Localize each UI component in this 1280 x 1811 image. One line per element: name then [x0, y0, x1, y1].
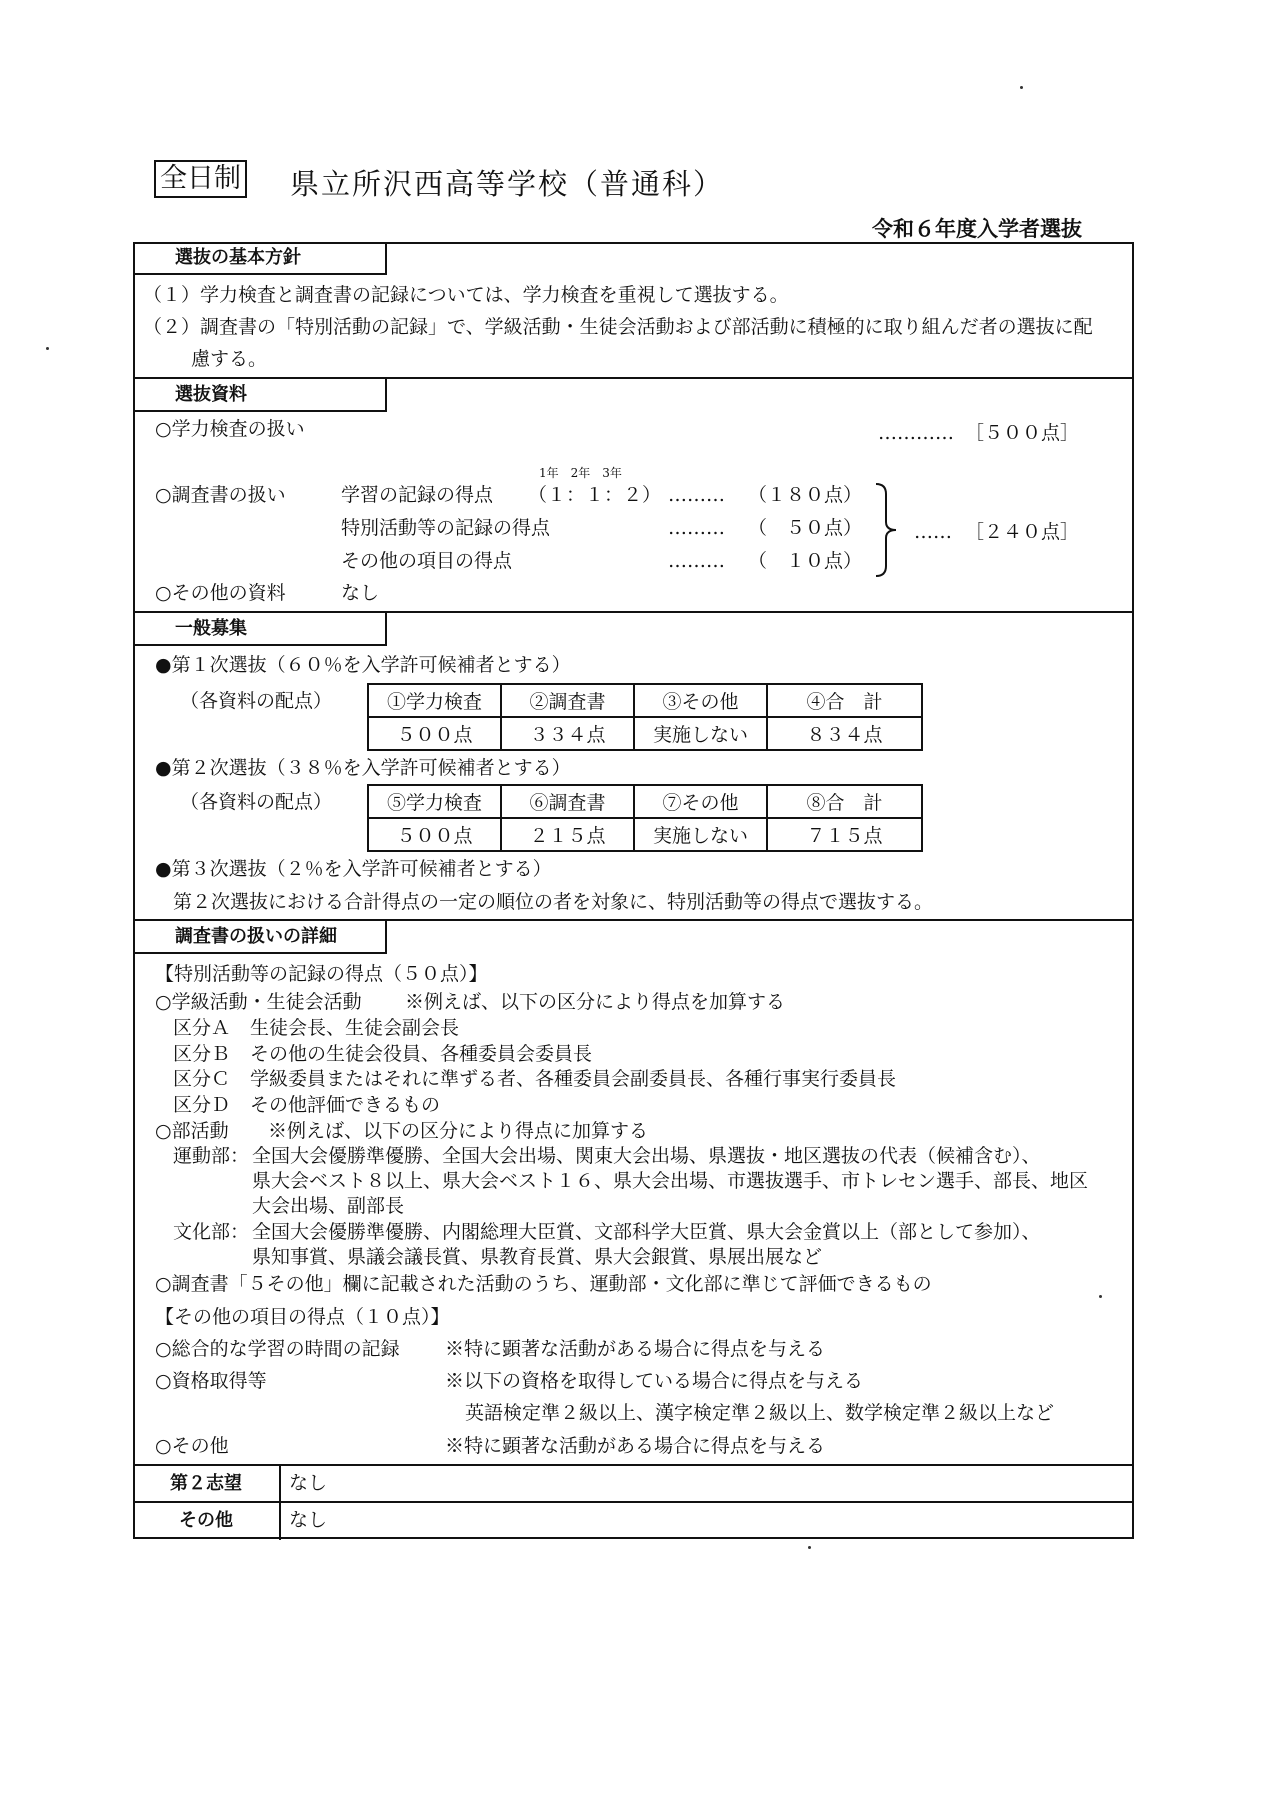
study-ratio: （１：１：２） [528, 484, 662, 506]
kubun-a: 生徒会長、生徒会副会長 [250, 1017, 460, 1039]
table-cell: ②調査書 [501, 684, 634, 717]
round-2-note: （各資料の配点） [180, 791, 333, 813]
kubun-d-label: 区分Ｄ [173, 1094, 231, 1116]
table-cell: ２１５点 [501, 818, 634, 851]
round-1-note: （各資料の配点） [180, 690, 333, 712]
other-item-dots: ……… [668, 550, 725, 572]
table-row [368, 785, 922, 818]
other-item-points: （ １０点） [748, 550, 863, 572]
round-2-title: ●第２次選抜（３８％を入学許可候補者とする） [155, 757, 571, 779]
second-choice-label: 第２志望 [133, 1466, 281, 1503]
club-activity: ○部活動 [155, 1120, 229, 1142]
academic-test-label: ○学力検査の扱い [155, 418, 305, 440]
table-cell: 実施しない [634, 818, 767, 851]
study-points: （１８０点） [748, 484, 863, 506]
table-cell: ７１５点 [767, 818, 922, 851]
table-row [368, 818, 922, 851]
study-dots: ……… [668, 484, 725, 506]
round-1-score-table [367, 683, 923, 751]
qualification-note: ※以下の資格を取得している場合に得点を与える [445, 1370, 864, 1392]
special-points: （ ５０点） [748, 517, 863, 539]
table-cell: ５００点 [368, 717, 501, 750]
table-cell: ⑦その他 [634, 785, 767, 818]
study-record-label: 学習の記録の得点 [341, 484, 494, 506]
sports-line-1: 全国大会優勝準優勝、全国大会出場、関東大会出場、県選抜・地区選抜の代表（候補含む）、 [252, 1145, 1041, 1167]
policy-item-1: （１）学力検査と調査書の記録については、学力検査を重視して選抜する。 [143, 284, 789, 306]
school-name: 県立所沢西高等学校（普通科） [290, 167, 725, 201]
policy-item-2-line-2: 慮する。 [191, 348, 268, 370]
table-cell: ８３４点 [767, 717, 922, 750]
table-row [368, 684, 922, 717]
integrated-study-note: ※特に顕著な活動がある場合に得点を与える [445, 1338, 826, 1360]
report-card-label: ○調査書の扱い [155, 484, 286, 506]
round-2-score-table [367, 784, 923, 852]
table-cell: ③その他 [634, 684, 767, 717]
table-cell: ５００点 [368, 818, 501, 851]
kubun-b-label: 区分Ｂ [173, 1043, 231, 1065]
table-cell: ④合 計 [767, 684, 922, 717]
academic-dots: ………… [878, 422, 954, 444]
sports-line-3: 大会出場、副部長 [252, 1195, 405, 1217]
table-cell: ①学力検査 [368, 684, 501, 717]
section-heading-policy: 選抜の基本方針 [133, 242, 387, 275]
special-dots: ……… [668, 517, 725, 539]
table-cell: ⑥調査書 [501, 785, 634, 818]
academic-points: ［５００点］ [965, 422, 1080, 444]
section-heading-materials: 選抜資料 [133, 379, 387, 412]
round-3-text: 第２次選抜における合計得点の一定の順位の者を対象に、特別活動等の得点で選抜する。 [173, 891, 934, 913]
table-row [368, 717, 922, 750]
culture-line-1: 全国大会優勝準優勝、内閣総理大臣賞、文部科学大臣賞、県大会金賞以上（部として参加）、 [252, 1221, 1041, 1243]
other-heading: 【その他の項目の得点（１０点）】 [155, 1306, 450, 1328]
scan-speck [1099, 1295, 1102, 1298]
other-value: なし [289, 1509, 328, 1531]
class-activity: ○学級活動・生徒会活動 [155, 991, 362, 1013]
special-activity-label: 特別活動等の記録の得点 [341, 517, 551, 539]
scan-speck [1020, 86, 1023, 89]
report-total-dots: …… [914, 521, 952, 543]
right-brace-icon [872, 480, 902, 580]
sports-label: 運動部： [173, 1145, 250, 1167]
other-item-label: その他の項目の得点 [341, 550, 513, 572]
qualification: ○資格取得等 [155, 1370, 267, 1392]
table-cell: ⑤学力検査 [368, 785, 501, 818]
grade-labels: 1年 2年 3年 [539, 466, 622, 480]
table-cell: ⑧合 計 [767, 785, 922, 818]
other-label: その他 [133, 1503, 281, 1540]
culture-label: 文化部： [173, 1221, 250, 1243]
kubun-d: その他評価できるもの [250, 1094, 441, 1116]
second-choice-row [133, 1466, 1134, 1503]
kubun-c: 学級委員またはそれに準ずる者、各種委員会副委員長、各種行事実行委員長 [250, 1068, 897, 1090]
table-cell: 実施しない [634, 717, 767, 750]
other-material-value: なし [341, 582, 380, 604]
qualification-list: 英語検定準２級以上、漢字検定準２級以上、数学検定準２級以上など [465, 1402, 1055, 1424]
category-tag: 全日制 [154, 160, 247, 198]
scan-speck [46, 347, 49, 350]
integrated-study: ○総合的な学習の時間の記録 [155, 1338, 400, 1360]
kubun-c-label: 区分Ｃ [173, 1068, 231, 1090]
table-cell: ３３４点 [501, 717, 634, 750]
report-total: ［２４０点］ [965, 521, 1080, 543]
club-activity-note: ※例えば、以下の区分により得点に加算する [268, 1120, 649, 1142]
report-other-activities: ○調査書「５その他」欄に記載された活動のうち、運動部・文化部に準じて評価できるもの [155, 1273, 932, 1295]
round-1-title: ●第１次選抜（６０％を入学許可候補者とする） [155, 654, 571, 676]
other-row [133, 1503, 1134, 1540]
other-material-label: ○その他の資料 [155, 582, 286, 604]
scan-speck [808, 1546, 811, 1549]
others-note: ※特に顕著な活動がある場合に得点を与える [445, 1435, 826, 1457]
special-heading: 【特別活動等の記録の得点（５０点）】 [155, 963, 488, 985]
sports-line-2: 県大会ベスト８以上、県大会ベスト１６、県大会出場、市選抜選手、市トレセン選手、部長、地区 [252, 1170, 1089, 1192]
section-heading-details: 調査書の扱いの詳細 [133, 921, 387, 954]
kubun-a-label: 区分Ａ [173, 1017, 231, 1039]
second-choice-value: なし [289, 1472, 328, 1494]
others: ○その他 [155, 1435, 229, 1457]
year-label: 令和６年度入学者選抜 [872, 217, 1082, 241]
round-3-title: ●第３次選抜（２％を入学許可候補者とする） [155, 858, 552, 880]
policy-item-2-line-1: （２）調査書の「特別活動の記録」で、学級活動・生徒会活動および部活動に積極的に取り組んだ者の選抜に配 [143, 316, 1093, 338]
kubun-b: その他の生徒会役員、各種委員会委員長 [250, 1043, 593, 1065]
class-activity-note: ※例えば、以下の区分により得点を加算する [405, 991, 786, 1013]
section-heading-general: 一般募集 [133, 613, 387, 646]
culture-line-2: 県知事賞、県議会議長賞、県教育長賞、県大会銀賞、県展出展など [252, 1246, 823, 1268]
